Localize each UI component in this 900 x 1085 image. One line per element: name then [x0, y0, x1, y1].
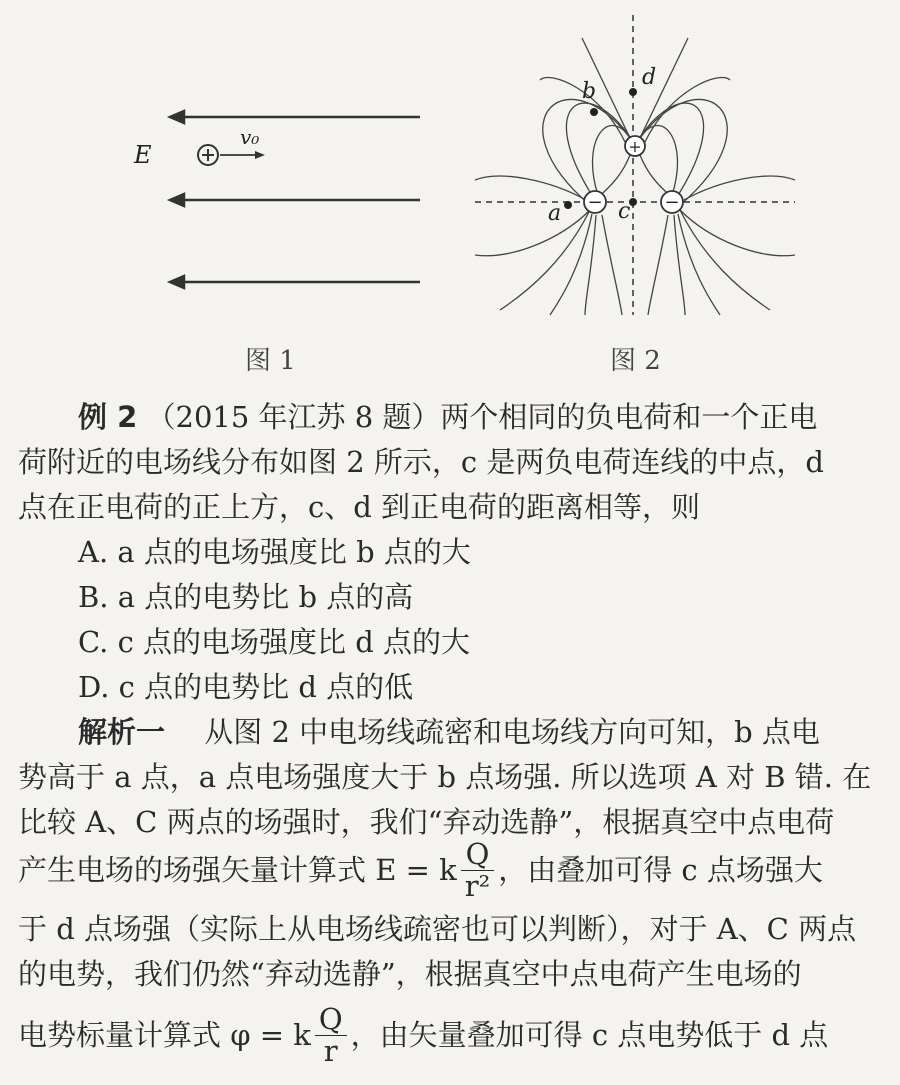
figure-2-caption: 图 2 — [610, 346, 661, 376]
label-d: d — [642, 65, 657, 90]
figure-1-caption: 图 1 — [245, 346, 296, 376]
option-d: D. c 点的电势比 d 点的低 — [78, 670, 414, 704]
figure-2-field-lines — [470, 10, 800, 320]
field-label: E — [134, 141, 152, 169]
svg-text:−: − — [587, 192, 603, 213]
example-line-1: 例 2 （2015 年江苏 8 题）两个相同的负电荷和一个正电 — [78, 400, 818, 434]
velocity-label: v₀ — [240, 125, 260, 149]
example-heading: 例 2 — [78, 400, 138, 434]
point-a — [564, 201, 572, 209]
label-b: b — [582, 79, 597, 104]
field-formula-fraction: $\frac{Q}{\text{r²}}$ — [461, 839, 495, 901]
potential-formula-fraction: $\frac{Q}{r}$ — [315, 1004, 347, 1066]
example-line-2: 荷附近的电场线分布如图 2 所示，c 是两负电荷连线的中点，d — [18, 445, 824, 479]
analysis-line-5: 于 d 点场强（实际上从电场线疏密也可以判断），对于 A、C 两点 — [18, 912, 857, 946]
analysis-line-7: 电势标量计算式 φ = k $\frac{Q}{r}$ ，由矢量叠加可得 c 点电势低于 d 点 — [18, 1002, 829, 1068]
option-b: B. a 点的电势比 b 点的高 — [78, 580, 414, 614]
point-d — [629, 88, 637, 96]
figure-1-uniform-field — [120, 100, 440, 300]
svg-text:+: + — [628, 137, 642, 156]
point-b — [590, 108, 598, 116]
svg-text:−: − — [664, 192, 680, 213]
example-line-3: 点在正电荷的正上方，c、d 到正电荷的距离相等，则 — [18, 490, 701, 524]
label-c: c — [618, 199, 631, 224]
analysis-heading: 解析一 — [78, 715, 166, 749]
field-lines — [475, 38, 795, 315]
analysis-line-3: 比较 A、C 两点的场强时，我们“弃动选静”，根据真空中点电荷 — [18, 805, 835, 839]
option-c: C. c 点的电场强度比 d 点的大 — [78, 625, 471, 659]
analysis-line-6: 的电势，我们仍然“弃动选静”，根据真空中点电荷产生电场的 — [18, 957, 802, 991]
option-a: A. a 点的电场强度比 b 点的大 — [78, 535, 471, 569]
analysis-line-2: 势高于 a 点，a 点电场强度大于 b 点场强. 所以选项 A 对 B 错. 在 — [18, 760, 872, 794]
label-a: a — [548, 201, 562, 226]
analysis-line-1: 解析一 从图 2 中电场线疏密和电场线方向可知，b 点电 — [78, 715, 820, 749]
analysis-line-4: 产生电场的场强矢量计算式 E = k $\frac{Q}{\text{r²}}$ ，由叠加可得 c 点场强大 — [18, 837, 823, 903]
